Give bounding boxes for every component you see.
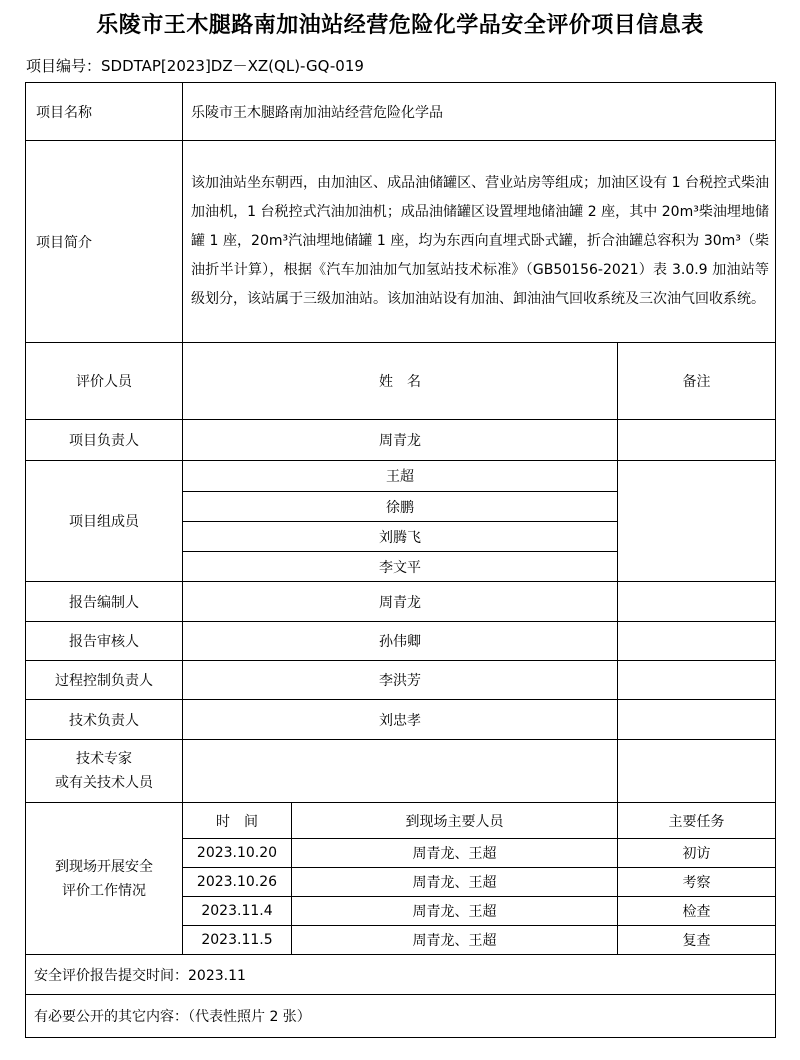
site-work-task: 复查 xyxy=(618,926,776,955)
project-name-value: 乐陵市王木腿路南加油站经营危险化学品 xyxy=(183,83,776,141)
site-work-label xyxy=(26,803,183,955)
process-control-remark xyxy=(618,661,776,700)
site-work-task: 考察 xyxy=(618,868,776,897)
reviewer-remark xyxy=(618,622,776,661)
personnel-header-row xyxy=(26,343,776,420)
member-name: 王超 xyxy=(183,461,618,492)
technical-remark xyxy=(618,700,776,740)
reviewer-name: 孙伟卿 xyxy=(183,622,618,661)
project-name-row xyxy=(26,83,776,141)
leader-row xyxy=(26,420,776,461)
site-work-label-line1: 到现场开展安全 xyxy=(55,858,153,875)
compiler-name: 周青龙 xyxy=(183,582,618,622)
site-work-time: 2023.10.26 xyxy=(183,868,292,897)
leader-role: 项目负责人 xyxy=(26,420,183,461)
member-name: 刘腾飞 xyxy=(183,522,618,552)
site-work-time: 2023.11.4 xyxy=(183,897,292,926)
site-work-people-header: 到现场主要人员 xyxy=(292,803,618,839)
project-name-label: 项目名称 xyxy=(26,83,183,141)
experts-role-line1: 技术专家 xyxy=(76,751,132,767)
members-role: 项目组成员 xyxy=(26,461,183,582)
site-work-people: 周青龙、王超 xyxy=(292,897,618,926)
project-intro-label: 项目简介 xyxy=(26,141,183,343)
leader-remark xyxy=(618,420,776,461)
site-work-people: 周青龙、王超 xyxy=(292,839,618,868)
process-control-role: 过程控制负责人 xyxy=(26,661,183,700)
process-control-name: 李洪芳 xyxy=(183,661,618,700)
technical-row xyxy=(26,700,776,740)
personnel-header-role: 评价人员 xyxy=(26,343,183,420)
submit-time: 安全评价报告提交时间：2023.11 xyxy=(26,955,776,995)
leader-name: 周青龙 xyxy=(183,420,618,461)
compiler-remark xyxy=(618,582,776,622)
info-table xyxy=(25,82,776,1038)
document-title: 乐陵市王木腿路南加油站经营危险化学品安全评价项目信息表 xyxy=(96,13,704,38)
public-content-row xyxy=(26,995,776,1038)
reviewer-role: 报告审核人 xyxy=(26,622,183,661)
site-work-time: 2023.10.20 xyxy=(183,839,292,868)
personnel-header-remark: 备注 xyxy=(618,343,776,420)
site-work-task: 初访 xyxy=(618,839,776,868)
reviewer-row xyxy=(26,622,776,661)
submit-time-row xyxy=(26,955,776,995)
process-control-row xyxy=(26,661,776,700)
site-work-people: 周青龙、王超 xyxy=(292,926,618,955)
experts-row xyxy=(26,740,776,803)
project-code: 项目编号：SDDTAP[2023]DZ－XZ(QL)-GQ-019 xyxy=(26,57,364,75)
compiler-row xyxy=(26,582,776,622)
project-intro-value: 该加油站坐东朝西，由加油区、成品油储罐区、营业站房等组成；加油区设有 1 台税控式柴油加油机，1 台税控式汽油加油机；成品油储罐区设置埋地储油罐 2 座，其中 20m³柴油埋地储罐 1 座，20m³汽油埋地储罐 1 座，均为东西向直埋式卧式罐，折合油罐总容积为 30m³（柴油折半计算），根据《汽车加油加气加氢站技术标准》（GB50156-2021）表 3.0.9 加油站等级划分，该站属于三级加油站。该加油站设有加油、卸油油气回收系统及三次油气回收系统。 xyxy=(183,141,776,343)
site-work-time-header: 时 间 xyxy=(183,803,292,839)
technical-name: 刘忠孝 xyxy=(183,700,618,740)
site-work-task-header: 主要任务 xyxy=(618,803,776,839)
site-work-header-row xyxy=(26,803,776,839)
site-work-time: 2023.11.5 xyxy=(183,926,292,955)
experts-role-line2: 或有关技术人员 xyxy=(55,775,153,791)
experts-role xyxy=(26,740,183,803)
site-work-people: 周青龙、王超 xyxy=(292,868,618,897)
project-intro-row xyxy=(26,141,776,343)
member-name: 李文平 xyxy=(183,552,618,582)
technical-role: 技术负责人 xyxy=(26,700,183,740)
site-work-label-line2: 评价工作情况 xyxy=(62,882,146,899)
public-content: 有必要公开的其它内容：（代表性照片 2 张） xyxy=(26,995,776,1038)
experts-name xyxy=(183,740,618,803)
members-remark xyxy=(618,461,776,582)
compiler-role: 报告编制人 xyxy=(26,582,183,622)
personnel-header-name: 姓 名 xyxy=(183,343,618,420)
member-row xyxy=(26,461,776,492)
experts-remark xyxy=(618,740,776,803)
member-name: 徐鹏 xyxy=(183,492,618,522)
site-work-task: 检查 xyxy=(618,897,776,926)
